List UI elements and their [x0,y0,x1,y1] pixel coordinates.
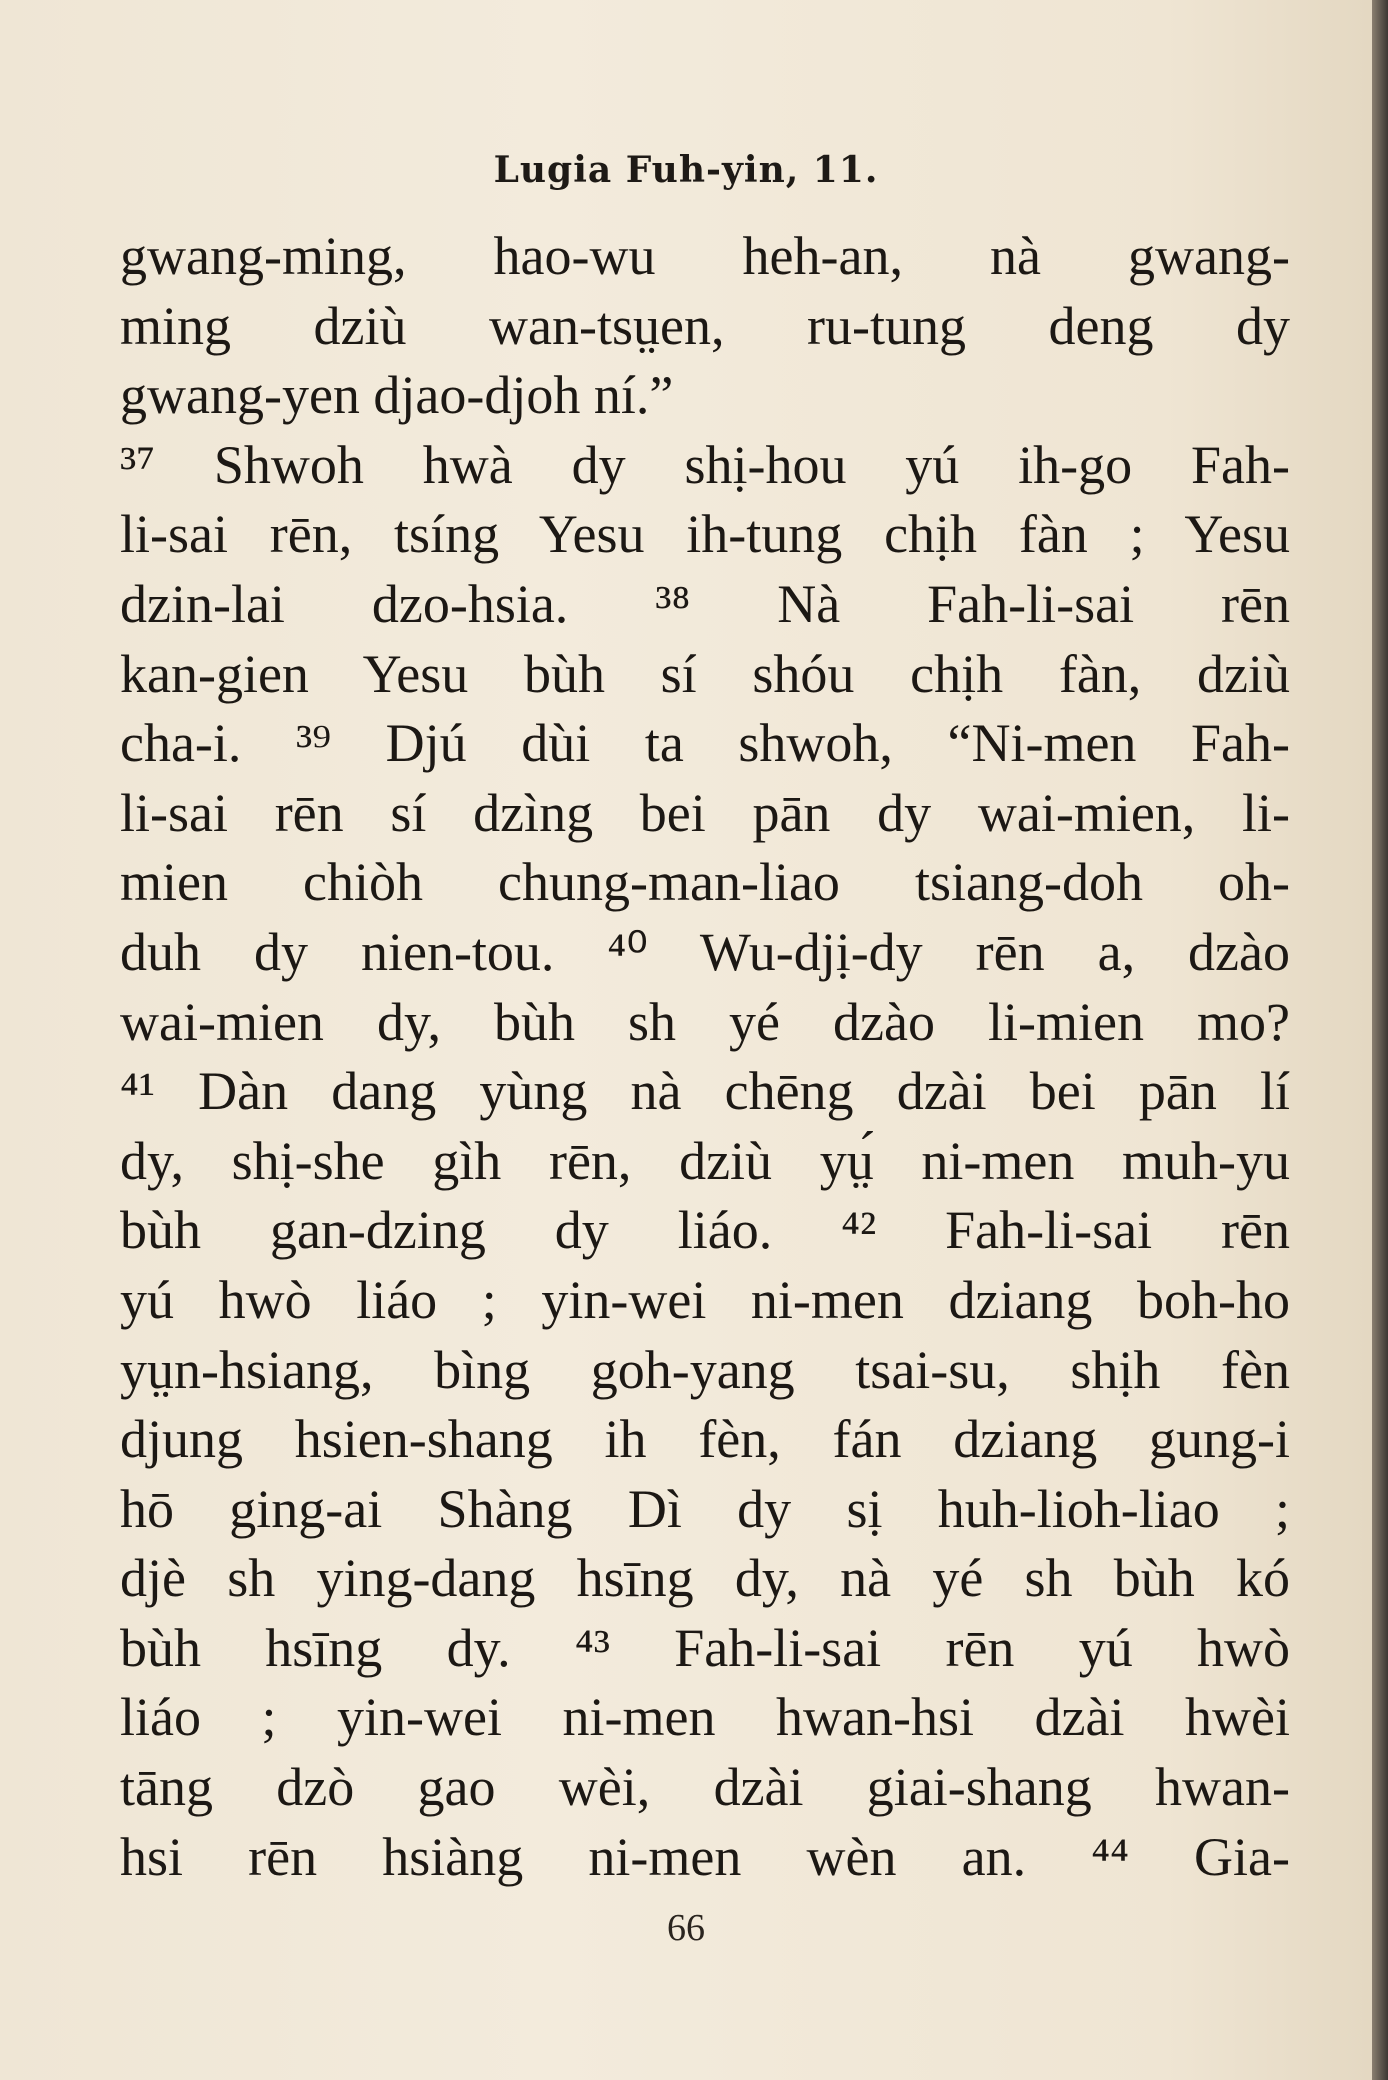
running-header: Lugia Fuh-yin, 11. [493,149,879,191]
page-number: 66 [667,1907,705,1949]
text-line: liáo ; yin-wei ni-men hwan-hsi dzài hwèi [120,1687,1290,1748]
text-line: wai-mien dy, bùh sh yé dzào li-mien mo? [120,991,1290,1052]
text-line: bùh gan-dzing dy liáo. ⁴² Fah-li-sai rēn [120,1200,1290,1261]
text-line: yú hwò liáo ; yin-wei ni-men dziang boh-ho [120,1269,1290,1330]
book-spine-edge [1372,0,1388,2080]
text-line: kan-gien Yesu bùh sí shóu chịh fàn, dziù [120,643,1290,704]
text-line: ⁴¹ Dàn dang yùng nà chēng dzài bei pān lí [120,1061,1290,1122]
text-line: ³⁷ Shwoh hwà dy shị-hou yú ih-go Fah- [120,434,1290,495]
text-line: ming dziù wan-tsṳen, ru-tung deng dy [120,295,1290,356]
text-line: yṳn-hsiang, bìng goh-yang tsai-su, shịh fèn [120,1339,1290,1400]
text-line: gwang-yen djao-djoh ní.” [120,365,674,426]
text-line: bùh hsīng dy. ⁴³ Fah-li-sai rēn yú hwò [120,1617,1290,1678]
text-line: li-sai rēn sí dzìng bei pān dy wai-mien, li- [120,782,1290,843]
text-line: tāng dzò gao wèi, dzài giai-shang hwan- [120,1757,1290,1818]
text-line: duh dy nien-tou. ⁴⁰ Wu-djị-dy rēn a, dzào [120,921,1290,982]
text-line: dzin-lai dzo-hsia. ³⁸ Nà Fah-li-sai rēn [120,573,1290,634]
text-line: djè sh ying-dang hsīng dy, nà yé sh bùh kó [120,1548,1290,1609]
text-line: li-sai rēn, tsíng Yesu ih-tung chịh fàn ; Yesu [120,504,1290,565]
body-text [120,222,1290,1892]
text-line: hsi rēn hsiàng ni-men wèn an. ⁴⁴ Gia- [120,1826,1290,1887]
text-line: mien chiòh chung-man-liao tsiang-doh oh- [120,852,1290,913]
text-line: dy, shị-she gìh rēn, dziù yṳ́ ni-men muh-yu [120,1130,1290,1191]
text-line: gwang-ming, hao-wu heh-an, nà gwang- [120,226,1290,286]
text-line: djung hsien-shang ih fèn, fán dziang gung-i [120,1409,1290,1470]
text-line: cha-i. ³⁹ Djú dùi ta shwoh, “Ni-men Fah- [120,713,1290,774]
text-line: hō ging-ai Shàng Dì dy sị huh-lioh-liao ; [120,1478,1290,1539]
